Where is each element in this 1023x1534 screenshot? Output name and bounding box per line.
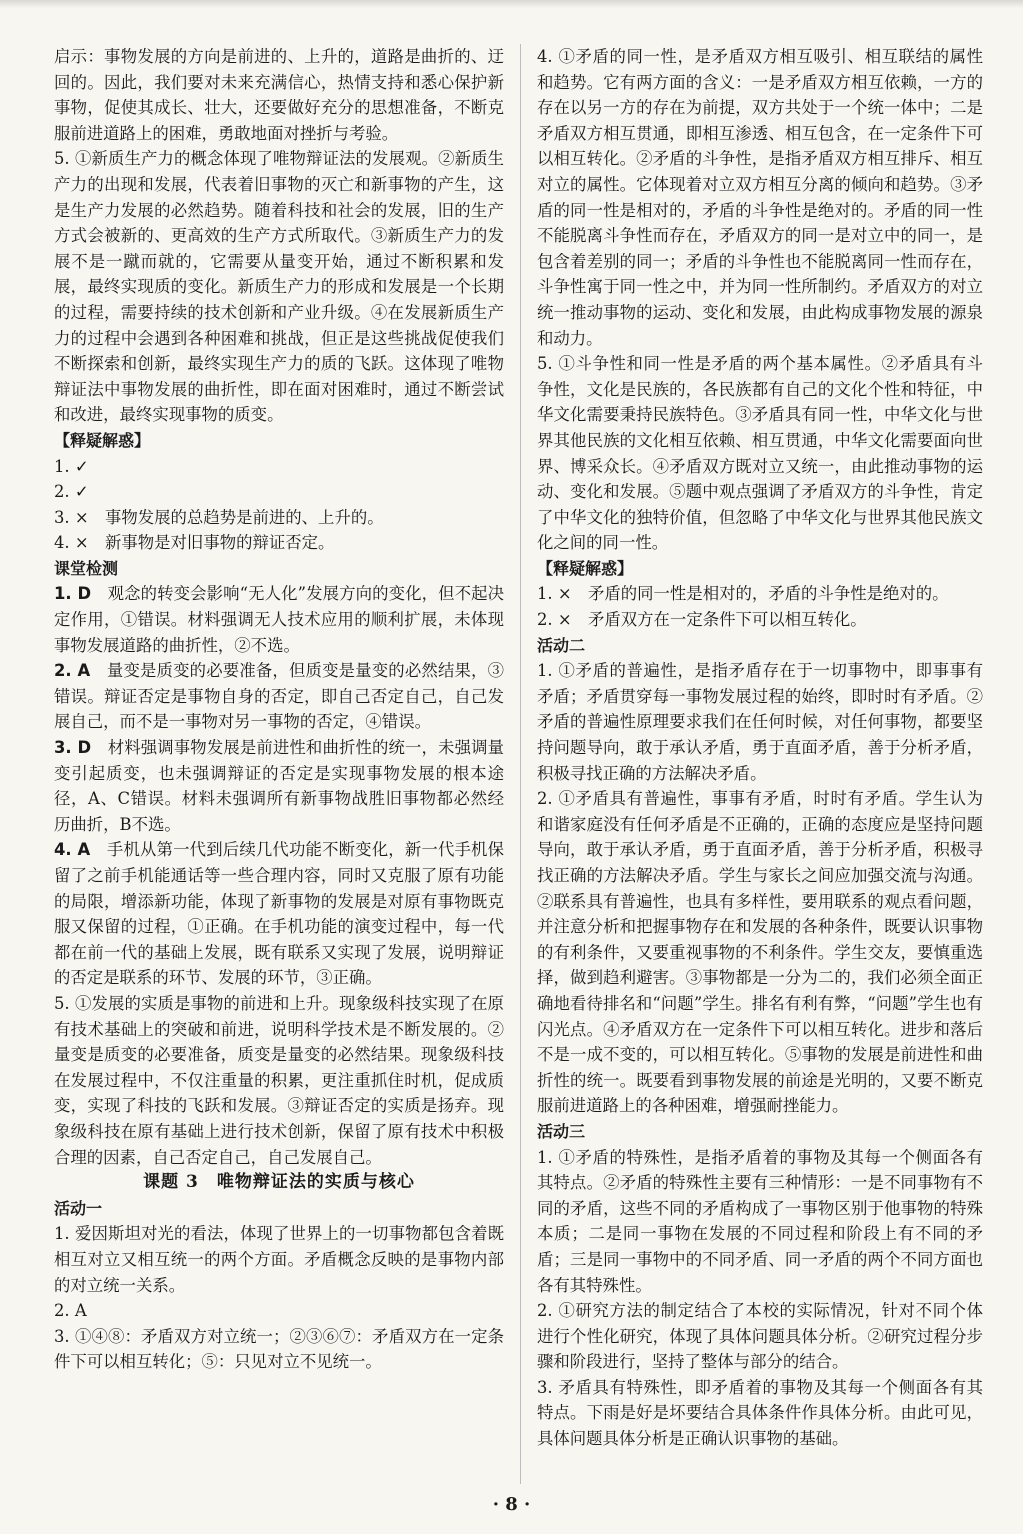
answer-item: 1. 爱因斯坦对光的看法，体现了世界上的一切事物都包含着既相互对立又相互统一的两个方面。矛盾概念反映的是事物内部的对立统一关系。 (54, 1224, 504, 1295)
right-column (537, 44, 983, 1452)
paragraph: 启示：事物发展的方向是前进的、上升的，道路是曲折的、迂回的。因此，我们要对未来充满信心，热情支持和悉心保护新事物，促使其成长、壮大，还要做好充分的思想准备，不断克服前进道路上的困难，勇敢地面对挫折与考验。 (54, 47, 504, 143)
answer-item: 2. ①研究方法的制定结合了本校的实际情况，针对不同个体进行个性化研究，体现了具体问题具体分析。②研究过程分步骤和阶段进行，坚持了整体与部分的结合。 (537, 1301, 983, 1372)
answer-key: 2. A (54, 661, 91, 681)
answer-item (54, 658, 504, 735)
answer-key: 3. D (54, 738, 92, 758)
answer-key: 1. D (54, 584, 92, 604)
answer-item: 5. ①发展的实质是事物的前进和上升。现象级科技实现了在原有技术基础上的突破和前进，说明科学技术是不断发展的。②量变是质变的必要准备，质变是量变的必然结果。现象级科技在发展过程中，不仅注重量的积累，更注重抓住时机，促成质变，实现了科技的飞跃和发展。③辩证否定的实质是扬弃。现象级科技在原有基础上进行技术创新，保留了原有技术中积极合理的因素，自己否定自己，自己发展自己。 (54, 993, 504, 1167)
page-number: · 8 · (492, 1494, 531, 1515)
section-heading: 【释疑解惑】 (537, 558, 634, 578)
section-heading: 【释疑解惑】 (54, 430, 151, 450)
left-column (54, 44, 504, 1375)
answer-text: 量变是质变的必要准备，但质变是量变的必然结果，③错误。辩证否定是事物自身的否定，即自己否定自己，自己发展自己，而不是一事物对另一事物的否定，④错误。 (54, 661, 504, 732)
answer-item: 1. ✓ (54, 456, 89, 476)
answer-item: 5. ①新质生产力的概念体现了唯物辩证法的发展观。②新质生产力的出现和发展，代表着旧事物的灭亡和新事物的产生，这是生产力发展的必然趋势。随着科技和社会的发展，旧的生产方式会被新的、更高效的生产方式所取代。③新质生产力的发展不是一蹴而就的，它需要从量变开始，通过不断积累和发展，最终实现质的变化。新质生产力的形成和发展是一个长期的过程，需要持续的技术创新和产业升级。④在发展新质生产力的过程中会遇到各种困难和挑战，但正是这些挑战促使我们不断探索和创新，最终实现生产力的质的飞跃。这体现了唯物辩证法中事物发展的曲折性，即在面对困难时，通过不断尝试和改进，最终实现事物的质变。 (54, 149, 504, 425)
answer-item: 5. ①斗争性和同一性是矛盾的两个基本属性。②矛盾具有斗争性，文化是民族的，各民族都有自己的文化个性和特征，中华文化需要秉持民族特色。③矛盾具有同一性，中华文化与世界其他民族的文化相互依赖、相互贯通，中华文化需要面向世界、博采众长。④矛盾双方既对立又统一，由此推动事物的运动、变化和发展。⑤题中观点强调了矛盾双方的斗争性，肯定了中华文化的独特价值，但忽略了中华文化与世界其他民族文化之间的同一性。 (537, 354, 983, 553)
answer-item (54, 837, 504, 991)
answer-text: 观念的转变会影响“无人化”发展方向的变化，但不起决定作用，①错误。材料强调无人技术应用的顺利扩展，未体现事物发展道路的曲折性，②不选。 (54, 584, 504, 655)
section-heading: 活动三 (537, 1121, 586, 1141)
answer-item: 2. ①矛盾具有普遍性，事事有矛盾，时时有矛盾。学生认为和谐家庭没有任何矛盾是不正确的，正确的态度应是坚持问题导向，敢于承认矛盾，勇于直面矛盾，善于分析矛盾，积极寻找正确的方法解决矛盾。学生与家长之间应加强交流与沟通。②联系具有普遍性，也具有多样性，要用联系的观点看问题，并注意分析和把握事物存在和发展的各种条件，既要认识事物的有利条件，又要重视事物的不利条件。学生交友，要慎重选择，做到趋利避害。③事物都是一分为二的，我们必须全面正确地看待排名和“问题”学生。排名有利有弊，“问题”学生也有闪光点。④矛盾双方在一定条件下可以相互转化。进步和落后不是一成不变的，可以相互转化。⑤事物的发展是前进性和曲折性的统一。既要看到事物发展的前途是光明的，又要不断克服前进道路上的各种困难，增强耐挫能力。 (537, 789, 983, 1116)
answer-item: 3. 矛盾具有特殊性，即矛盾着的事物及其每一个侧面各有其特点。下雨是好是坏要结合具体条件作具体分析。由此可见，具体问题具体分析是正确认识事物的基础。 (537, 1377, 983, 1449)
answer-item: 3. ①④⑧：矛盾双方对立统一；②③⑥⑦：矛盾双方在一定条件下可以相互转化；⑤：只见对立不见统一。 (54, 1326, 504, 1372)
section-heading: 课堂检测 (54, 558, 119, 578)
answer-text: 手机从第一代到后续几代功能不断变化，新一代手机保留了之前手机能通话等一些合理内容，同时又克服了原有功能的局限，增添新功能，体现了新事物的发展是对原有事物既克服又保留的过程，①正确。在手机功能的演变过程中，每一代都在前一代的基础上发展，既有联系又实现了发展，说明辩证的否定是联系的环节、发展的环节，③正确。 (54, 840, 504, 988)
answer-item: 4. ①矛盾的同一性，是矛盾双方相互吸引、相互联结的属性和趋势。它有两方面的含义：一是矛盾双方相互依赖，一方的存在以另一方的存在为前提，双方共处于一个统一体中；二是矛盾双方相互贯通，即相互渗透、相互包含，在一定条件下可以相互转化。②矛盾的斗争性，是指矛盾双方相互排斥、相互对立的属性。它体现着对立双方相互分离的倾向和趋势。③矛盾的同一性是相对的，矛盾的斗争性是绝对的。矛盾的同一性不能脱离斗争性而存在，矛盾双方的同一是对立中的同一，是包含着差别的同一；矛盾的斗争性也不能脱离同一性而存在，斗争性寓于同一性之中，并为同一性所制约。矛盾双方的对立统一推动事物的运动、变化和发展，由此构成事物发展的源泉和动力。 (537, 47, 983, 348)
answer-item: 1. ①矛盾的普遍性，是指矛盾存在于一切事物中，即事事有矛盾；矛盾贯穿每一事物发展过程的始终，即时时有矛盾。②矛盾的普遍性原理要求我们在任何时候，对任何事物，都要坚持问题导向，敢于承认矛盾，勇于直面矛盾，善于分析矛盾，积极寻找正确的方法解决矛盾。 (537, 661, 983, 783)
section-heading: 活动二 (537, 635, 586, 655)
answer-item (54, 581, 504, 658)
answer-item: 2. A (54, 1301, 87, 1321)
answer-text: 材料强调事物发展是前进性和曲折性的统一，未强调量变引起质变，也未强调辩证的否定是实现事物发展的根本途径，A、C错误。材料未强调所有新事物战胜旧事物都必然经历曲折，B不选。 (54, 738, 504, 834)
scan-top-edge (0, 0, 1023, 8)
section-heading: 活动一 (54, 1198, 103, 1218)
answer-key: 4. A (54, 840, 91, 860)
answer-item: 3. × 事物发展的总趋势是前进的、上升的。 (54, 507, 384, 527)
answer-item: 4. × 新事物是对旧事物的辩证否定。 (54, 533, 335, 553)
answer-item: 1. × 矛盾的同一性是相对的，矛盾的斗争性是绝对的。 (537, 584, 949, 604)
answer-item: 1. ①矛盾的特殊性，是指矛盾着的事物及其每一个侧面各有其特点。②矛盾的特殊性主要有三种情形：一是不同事物有不同的矛盾，这些不同的矛盾构成了一事物区别于他事物的特殊本质；二是同一事物在发展的不同过程和阶段上有不同的矛盾；三是同一事物中的不同矛盾、同一矛盾的两个不同方面也各有其特殊性。 (537, 1147, 983, 1295)
column-divider (520, 44, 521, 1484)
answer-item: 2. ✓ (54, 482, 89, 502)
answer-item: 2. × 矛盾双方在一定条件下可以相互转化。 (537, 610, 867, 630)
lesson-title: 课题 3 唯物辩证法的实质与核心 (143, 1172, 415, 1193)
answer-item (54, 735, 504, 837)
